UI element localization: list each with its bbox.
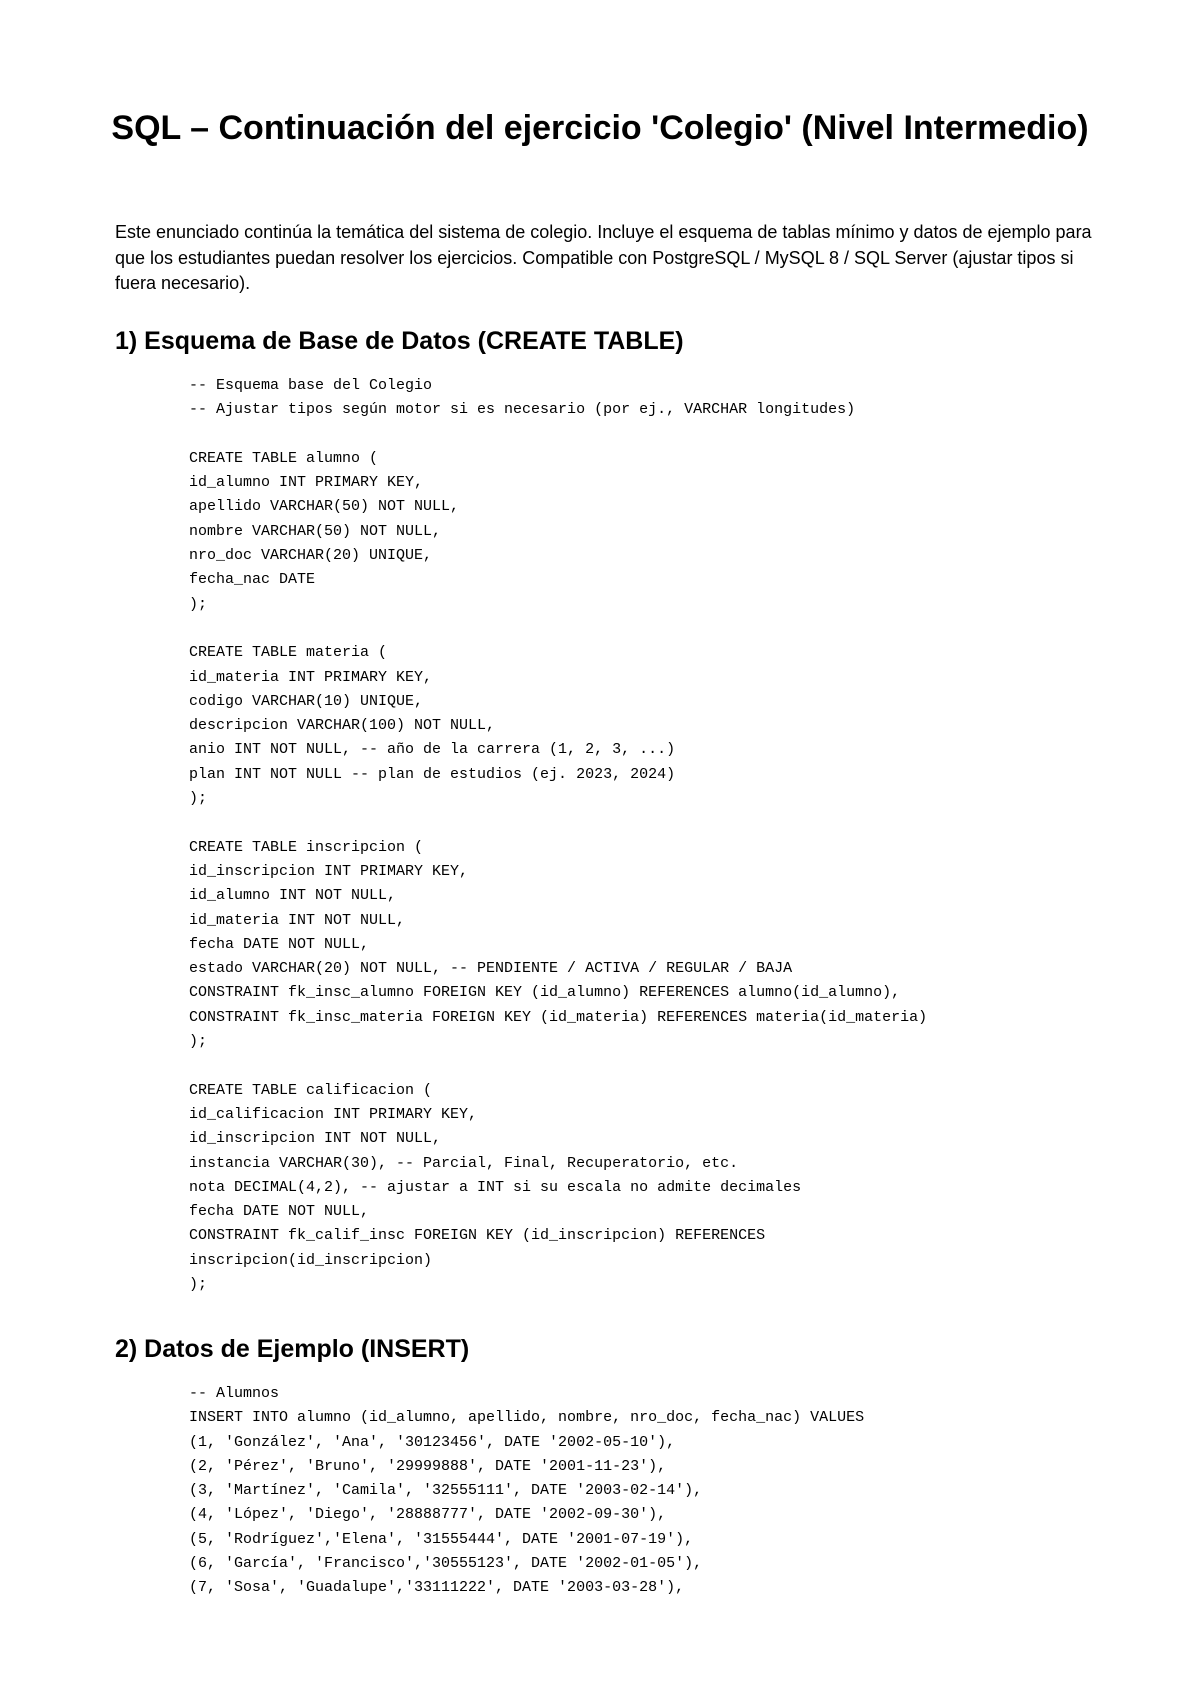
code-line: );	[189, 1275, 208, 1293]
code-line: id_inscripcion INT NOT NULL,	[189, 1130, 442, 1148]
code-line: -- Ajustar tipos según motor si es necesario (por ej., VARCHAR longitudes)	[189, 401, 856, 419]
code-block-schema	[189, 374, 927, 1297]
code-line: fecha DATE NOT NULL,	[189, 935, 370, 953]
code-line: (3, 'Martínez', 'Camila', '32555111', DATE '2003-02-14'),	[189, 1482, 703, 1500]
code-line: CONSTRAINT fk_insc_materia FOREIGN KEY (id_materia) REFERENCES materia(id_materia)	[189, 1008, 928, 1026]
code-line: descripcion VARCHAR(100) NOT NULL,	[189, 717, 496, 735]
section-heading-schema: 1) Esquema de Base de Datos (CREATE TABLE)	[115, 327, 684, 355]
code-line: -- Alumnos	[189, 1385, 280, 1402]
code-line: (6, 'García', 'Francisco','30555123', DATE '2002-01-05'),	[189, 1555, 703, 1573]
code-line	[189, 617, 927, 641]
code-line: -- Esquema base del Colegio	[189, 377, 433, 394]
code-line: estado VARCHAR(20) NOT NULL, -- PENDIENTE / ACTIVA / REGULAR / BAJA	[189, 960, 793, 978]
code-line	[189, 1054, 927, 1078]
code-line: CREATE TABLE materia (	[189, 644, 388, 662]
code-line: (2, 'Pérez', 'Bruno', '29999888', DATE '2001-11-23'),	[189, 1457, 667, 1475]
code-line: );	[189, 595, 208, 613]
code-line	[189, 423, 927, 447]
code-line: inscripcion(id_inscripcion)	[189, 1251, 433, 1269]
code-block-insert	[189, 1382, 864, 1601]
code-line: (4, 'López', 'Diego', '28888777', DATE '2002-09-30'),	[189, 1506, 667, 1524]
code-line: );	[189, 1033, 208, 1051]
section-heading-insert: 2) Datos de Ejemplo (INSERT)	[115, 1335, 470, 1363]
code-line: CREATE TABLE inscripcion (	[189, 838, 424, 856]
code-line: plan INT NOT NULL -- plan de estudios (ej. 2023, 2024)	[189, 765, 676, 783]
code-line: INSERT INTO alumno (id_alumno, apellido, nombre, nro_doc, fecha_nac) VALUES	[189, 1409, 865, 1427]
code-line: fecha DATE NOT NULL,	[189, 1203, 370, 1221]
code-line: nota DECIMAL(4,2), -- ajustar a INT si su escala no admite decimales	[189, 1178, 802, 1196]
code-line: id_alumno INT NOT NULL,	[189, 887, 397, 905]
code-line: instancia VARCHAR(30), -- Parcial, Final, Recuperatorio, etc.	[189, 1154, 739, 1172]
document-title: SQL – Continuación del ejercicio 'Colegio' (Nivel Intermedio)	[111, 109, 1089, 147]
code-line: codigo VARCHAR(10) UNIQUE,	[189, 692, 424, 710]
code-line: CREATE TABLE alumno (	[189, 449, 379, 467]
code-line: fecha_nac DATE	[189, 571, 316, 589]
code-line: CONSTRAINT fk_calif_insc FOREIGN KEY (id_inscripcion) REFERENCES	[189, 1227, 766, 1245]
code-line: id_calificacion INT PRIMARY KEY,	[189, 1105, 478, 1123]
code-line: anio INT NOT NULL, -- año de la carrera (1, 2, 3, ...)	[189, 741, 676, 759]
code-line: apellido VARCHAR(50) NOT NULL,	[189, 498, 460, 516]
code-line: nombre VARCHAR(50) NOT NULL,	[189, 522, 442, 540]
code-line: CONSTRAINT fk_insc_alumno FOREIGN KEY (id_alumno) REFERENCES alumno(id_alumno),	[189, 984, 901, 1002]
code-line: CREATE TABLE calificacion (	[189, 1081, 433, 1099]
code-line	[189, 811, 927, 835]
code-line: nro_doc VARCHAR(20) UNIQUE,	[189, 547, 433, 565]
code-line: (7, 'Sosa', 'Guadalupe','33111222', DATE '2003-03-28'),	[189, 1579, 685, 1597]
code-line: id_alumno INT PRIMARY KEY,	[189, 474, 424, 492]
code-line: (5, 'Rodríguez','Elena', '31555444', DATE '2001-07-19'),	[189, 1530, 694, 1548]
code-line: id_materia INT PRIMARY KEY,	[189, 668, 433, 686]
intro-paragraph: Este enunciado continúa la temática del sistema de colegio. Incluye el esquema de tablas mínimo y datos de ejemplo para que los estudiantes puedan resolver los ejercicios. Compatible con PostgreSQL / MySQL 8 / SQL Server (ajustar tipos si fuera necesario).	[115, 222, 1092, 293]
code-line: id_materia INT NOT NULL,	[189, 911, 406, 929]
code-line: );	[189, 790, 208, 808]
code-line: (1, 'González', 'Ana', '30123456', DATE '2002-05-10'),	[189, 1433, 676, 1451]
code-line: id_inscripcion INT PRIMARY KEY,	[189, 862, 469, 880]
